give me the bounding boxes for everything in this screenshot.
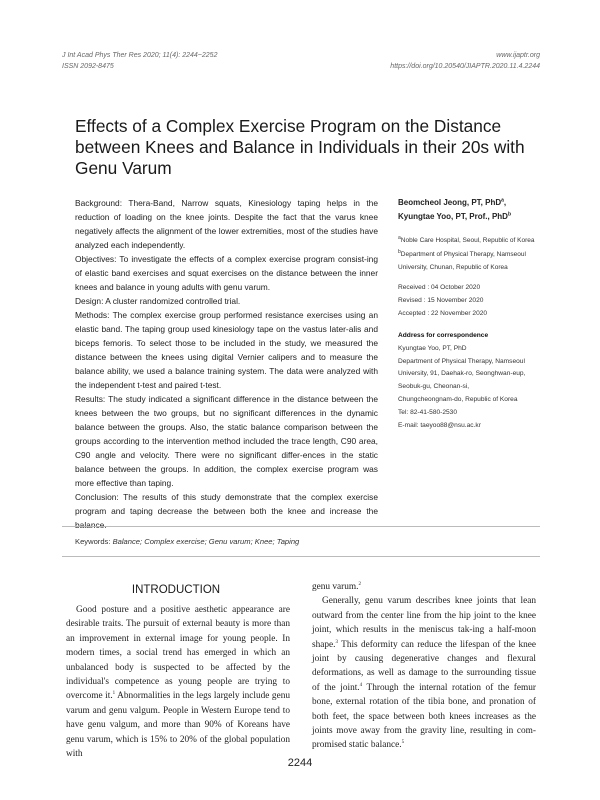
correspondence-tel: Tel: 82-41-580-2530 (398, 408, 458, 416)
correspondence-address-2: University, 91, Daehak-ro, Seonghwan-eup, (398, 370, 526, 378)
keywords-terms: Balance; Complex exercise; Genu varum; Knee; Taping (110, 537, 300, 546)
journal-header-right (390, 50, 540, 72)
affiliation-a-mark: a (398, 234, 401, 241)
abstract-background (75, 196, 378, 252)
intro-paragraph-1-cont (312, 580, 536, 594)
correspondence-address-1: Department of Physical Therapy, Namseoul (398, 357, 525, 365)
methods-text: The complex exercise group performed resistance exercises using an elastic band. The taping group used kinesiology tape on the vastus later-alis and biceps femoris. To select those to be included in the study, we measured the distance between the knees using digital Vernier calipers and to measure the balance ability, we used a balance training system. The data were analyzed with the independent t-test and paired t-test. (75, 310, 378, 390)
revised-date: Revised : 15 November 2020 (398, 297, 484, 304)
results-label: Results: (75, 394, 106, 404)
keywords (75, 537, 299, 546)
affiliation-a (398, 234, 548, 248)
affiliation-a-text: Noble Care Hospital, Seoul, Republic of Korea (400, 237, 535, 244)
correspondence-heading: Address for correspondence (398, 332, 489, 339)
methods-label: Methods: (75, 310, 110, 320)
author-list (398, 196, 548, 223)
received-date: Received : 04 October 2020 (398, 284, 481, 291)
article-dates (398, 281, 548, 320)
issn: ISSN 2092-8475 (62, 63, 114, 70)
doi-link[interactable]: https://doi.org/10.20540/JIAPTR.2020.11.4.2244 (390, 63, 540, 70)
conclusion-label: Conclusion: (75, 492, 119, 502)
journal-header-left (62, 50, 217, 72)
citation-ref: 2 (358, 581, 361, 587)
correspondence-email[interactable]: E-mail: taeyoo88@nsu.ac.kr (398, 421, 481, 429)
affiliation-b-mark: b (398, 248, 401, 255)
correspondence-address-4: Chungcheongnam-do, Republic of Korea (398, 395, 518, 403)
author-2-name: Kyungtae Yoo, PT, Prof., PhD (398, 211, 508, 221)
abstract-objectives (75, 252, 378, 294)
author-1-name: Beomcheol Jeong, PT, PhD (398, 198, 502, 207)
citation-ref: 1 (112, 691, 116, 697)
correspondence (398, 330, 548, 432)
affiliation-b-text: Department of Physical Therapy, Namseoul University, Chunan, Republic of Korea (398, 250, 526, 271)
design-text: A cluster randomized controlled trial. (103, 296, 241, 306)
citation-ref: 5 (401, 740, 405, 746)
journal-citation: J Int Acad Phys Ther Res 2020; 11(4): 2244~2252 (62, 52, 218, 59)
section-heading-introduction: INTRODUCTION (131, 584, 221, 596)
citation-ref: 3 (335, 639, 338, 645)
author-1: Beomcheol Jeong, PT, PhD$^a$, (398, 197, 507, 207)
body-column-left (66, 603, 290, 761)
correspondence-address-3: Seobuk-gu, Cheonan-si, (398, 383, 470, 391)
intro-text-2c: This deformity can reduce the lifespan of the knee joint by causing degenerative changes and flexural deformations, as well as damage to the surrounding tissue of the joint. (312, 639, 536, 693)
intro-paragraph-2 (312, 594, 536, 752)
conclusion-text: The results of this study demonstrate that the complex exercise program and taping decrease the between both the knee and increase the balance. (75, 492, 378, 530)
affiliations (398, 234, 548, 275)
abstract-results (75, 392, 378, 490)
author-2 (398, 210, 548, 224)
correspondence-name: Kyungtae Yoo, PT, PhD (398, 344, 467, 352)
abstract-design (75, 294, 378, 308)
intro-text-2a: genu varum. (312, 582, 359, 592)
abstract (75, 196, 378, 532)
background-label: Background: (75, 198, 123, 208)
design-label: Design: (75, 296, 104, 306)
intro-text-1a: Good posture and a positive aesthetic appearance are desirable traits. The pursuit of external beauty is more than an improvement in external image for young people. In modern times, a social trend has emerged in which an unbalanced body is suspected to be affected by the individual's competence as young people are trying to overcome it. (66, 605, 290, 702)
intro-text-2d: Through the internal rotation of the femur bone, external rotation of the tibia bone, and pronation of both feet, the space between both knees increases as the joints move away from the gravity line, resulting in com-promised static balance. (312, 682, 537, 751)
accepted-date: Accepted : 22 November 2020 (398, 310, 488, 317)
website-link[interactable]: www.ijaptr.org (496, 52, 540, 59)
objectives-label: Objectives: (75, 254, 117, 264)
affiliation-b (398, 248, 548, 275)
intro-paragraph-1 (66, 603, 290, 761)
abstract-methods (75, 308, 378, 392)
keywords-top-rule (62, 526, 540, 527)
citation-ref: 4 (359, 682, 363, 688)
author-2-affil-mark: b (507, 210, 511, 217)
page-number: 2244 (287, 757, 313, 769)
keywords-bottom-rule (62, 556, 540, 557)
background-text: Thera-Band, Narrow squats, Kinesiology taping helps in the reduction of loading on the knee joints. Despite the fact that the varus knee negatively affects the alignment of the lower extremities, most of the studies have analyzed each independently. (75, 198, 378, 250)
author-1-affil-mark: a (501, 197, 504, 204)
body-column-right (312, 580, 536, 753)
results-text: The study indicated a significant difference in the distance between the knees between the two groups, but no significant differences in the dynamic balance between the groups. Also, the static balance comparison between the groups according to the intervention method included the trace length, C90 area, C90 angle and velocity. There were no significant differ-ences in the static balance between the groups. In addition, the complex exercise program was more effective than taping. (75, 394, 378, 488)
objectives-text: To investigate the effects of a complex exercise program consist-ing of elastic band exercises and squat exercises on the distance between the inner knees and balance in young adults with genu varum. (75, 254, 378, 292)
article-title: Effects of a Complex Exercise Program on the Distance between Knees and Balance in Individuals in their 20s with Genu Varum (75, 116, 525, 178)
intro-text-1b: Abnormalities in the legs largely include genu varum and genu valgum. People in Western Europe tend to have genu valgum, and more than 90% of Koreans have genu varum, which is 15% to 20% of the global population with (66, 691, 291, 760)
keywords-label: Keywords: (75, 537, 111, 546)
intro-text-2b: Generally, genu varum describes knee joints that lean outward from the center line from the hip joint to the knee joint, which results in the meniscus tak-ing a half-moon shape. (312, 596, 536, 650)
